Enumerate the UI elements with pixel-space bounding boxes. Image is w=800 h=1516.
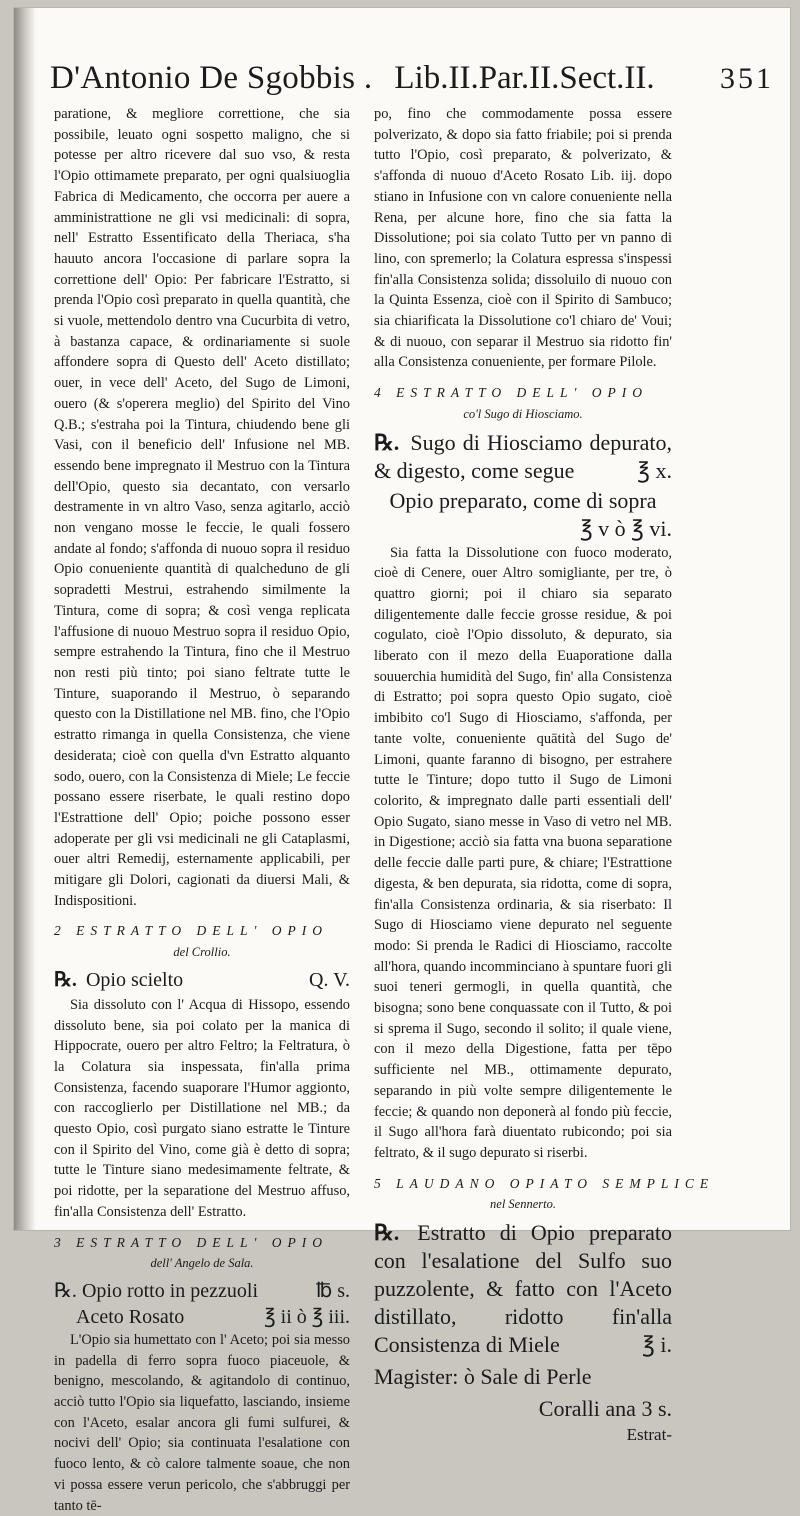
running-header xyxy=(50,60,774,97)
recipe-dose: ℥ i. xyxy=(642,1332,672,1358)
section-2-recipe xyxy=(54,967,350,993)
recipe-item: Sugo di Hiosciamo depurato, & digesto, come segue xyxy=(374,429,672,483)
section-2-subtitle: del Crollio. xyxy=(173,945,231,960)
page-number: 351 xyxy=(720,62,774,95)
section-4-recipe-line-2 xyxy=(374,487,672,515)
recipe-mark: ℞. xyxy=(374,1220,400,1246)
section-3-title: 3 ESTRATTO DELL' OPIO xyxy=(54,1234,329,1250)
recipe-dose: ℥ ii ò ℥ iii. xyxy=(264,1305,350,1328)
recipe-dose: 3 s. xyxy=(641,1396,672,1422)
running-head-section: Lib.II.Par.II.Sect.II. xyxy=(394,60,655,96)
left-column xyxy=(54,104,350,1514)
recipe-mark: ℞. xyxy=(374,429,400,455)
book-page xyxy=(14,8,790,1514)
section-5-recipe-line-3 xyxy=(374,1395,672,1423)
recipe-dose: Q. V. xyxy=(309,968,350,991)
recipe-mark: ℞. xyxy=(54,968,77,991)
section-3-recipe-line-1 xyxy=(54,1278,350,1304)
section-2-title: 2 ESTRATTO DELL' OPIO xyxy=(54,923,329,939)
recipe-item: Aceto Rosato xyxy=(76,1305,185,1328)
section-3-subtitle: dell' Angelo de Sala. xyxy=(150,1256,254,1271)
recipe-item: Opio scielto xyxy=(85,968,184,991)
section-5-title: 5 LAUDANO OPIATO SEMPLICE xyxy=(374,1175,715,1191)
section-5-recipe-line-1 xyxy=(374,1219,672,1359)
section-4-subtitle: co'l Sugo di Hiosciamo. xyxy=(463,406,583,421)
section-5-recipe-line-2 xyxy=(374,1363,672,1391)
section-2-text: Sia dissoluto con l' Acqua di Hissopo, essendo dissoluto bene, sia poi colato per la manica di Hippocrate, ouero per altro Feltro; la Feltratura, ò la Colatura sia inspessata, fin'alla prima Consistenza, facendo suaporare l'Humor aggionto, con raccoglierlo per Distillatione nel MB.; da questo Opio, così purgato siano estratte le Tinture con il Spirito del Vino, come già è detto di sopra; tutte le Tinture siano medesimamente feltrate, & poi ridotte, per la separatione del Mestruo affuso, fin'alla Consistenza dell' Estratto. xyxy=(54,996,350,1220)
running-head-author: D'Antonio De Sgobbis . xyxy=(50,60,373,96)
section-4-recipe-line-1 xyxy=(374,429,672,485)
binding-gutter xyxy=(14,8,36,1230)
section-4-text: Sia fatta la Dissolutione con fuoco moderato, cioè di Cenere, ouer Altro somigliante, per tre, ò quattro giorni; poi il chiaro sia separato diligentemente dalle feccie grosse residue, & poi cogulato, cioè l'Opio dissoluto, & depurato, sia liberato con il mezo della Euaporatione dalla souuerchia humidità del Sugo, fin' alla Consistenza di Estratto; poi sopra questo Opio sugato, cioè imbibito co'l Sugo di Hiosciamo, s'affonda, per tante volte, conueniente quātità del Sugo de' Limoni, quante faranno di bisogno, per estrahere tutte le Tinture; dopo tutto il Sugo de Limoni colorito, & impregnato dalle parti essentiali dell' Opio Sugato, siano messe in Vaso di vetro nel MB. in Digestione; acciò sia fatta vna buona separatione delle feccie dalle parti pure, & chiare; l'Estrattione digesta, & ben depurata, sia ridotta, come di sopra, fin'alla Consistenza ordinaria, & sia riserbato: Il Sugo di Hiosciamo viene depurato nel seguente modo: Si prenda le Radici di Hiosciamo, raccolte all'hora, quando incomminciano à spuntare fuori gli suoi teneri germogli, in quella quantità, che bisogna; sono bene conquassate con il Tutto, & poi si sprema il Sugo, secondo il solito; il quale viene, con il mezo della Digestione, fatta per tēpo sufficiente nel MB., ottimamente depurato, separando in più volte sempre diligentemente le feccie; & quando non deponerà al fondo più feccie, il Sugo all'hora farà diuentato rubicondo; poi sia feltrato, & il sugo depurato si riserbi. xyxy=(374,544,672,1161)
recipe-dose: ℔ s. xyxy=(315,1279,350,1302)
recipe-item: Opio preparato, come di sopra xyxy=(389,487,657,513)
recipe-dose: ℥ x. xyxy=(637,457,672,483)
recipe-mark: ℞. xyxy=(54,1279,77,1302)
section-3-text: L'Opio sia humettato con l' Aceto; poi sia messo in padella di ferro sopra fuoco piaceuole, & benigno, mescolando, & agitandolo di continuo, acciò tutto l'Opio sia liquefatto, lasciando, insieme con l'Aceto, esalar ancora gli fumi sulfurei, & nocivi dell' Opio; sia continuata l'esalatione con fuoco lento, & cò calore talmente soaue, che non vi possa essere verun pericolo, che s'abbruggi per tanto tē- xyxy=(54,1331,350,1514)
right-intro-paragraph: po, fino che commodamente possa essere polverizato, & dopo sia fatto friabile; poi si prenda tutto l'Opio, così preparato, & polverizato, & s'affonda di nuouo d'Aceto Rosato Lib. iij. dopo stiano in Infusione con vn calore conueniente nella Rena, per alcune hore, fino che sia fatta la Dissolutione; poi sia colato Tutto per vn panno di lino, con spremerlo; la Colatura espressa s'inspessi fin'alla Consistenza solida; dissoluilo di nuouo con la Quinta Essenza, cioè con il Spirito di Sambuco; sia chiarificata la Dissolutione co'l chiaro de' Voui; & di nuouo, con separar il Mestruo sia ridotto fin' alla Consistenza conueniente, per formare Pilole. xyxy=(374,106,672,371)
section-4-title: 4 ESTRATTO DELL' OPIO xyxy=(374,385,649,401)
right-column xyxy=(374,104,715,1445)
catchword: Estrat- xyxy=(626,1425,672,1445)
left-intro-paragraph: paratione, & megliore correttione, che sia possibile, leuato ogni sospetto maligno, che si potesse per altro ricevere dal suo vso, & resta l'Opio ottimamete preparato, per ogni qualsiuoglia Fabrica di Medicamento, che occorra per auere a amministrattione ne gli vsi medicinali: di sopra, nell' Estratto Essentificato della Theriaca, s'ha hauuto ancora l'occasione di parlare sopra la correttione dell' Opio: Per fabricare l'Estratto, si prenda l'Opio così preparato in quella quantità, che si vuole, mettendolo dentro vna Cucurbita di vetro, à bastanza capace, & ordinariamente si suole affondere sopra di Questo dell' Aceto distillato; ouer, in vece dell' Aceto, del Sugo de Limoni, ouero (& s'operera meglio) del Spirito del Vino Q.B.; s'estrahа poi la Tintura, chiudendo bene gli Vasi, con il beneficio dell' Infusione nel MB. essendo bene impregnato il Mestruo con la Tintura dell'Opio, questo sia decantato, con versarlo destramente in vn altro Vaso, senza agitarlo, acciò non vengano mosse le feccie, le quali fossero andate al fondo; s'affonda di nuouo sopra il residuo Opio conueniente quantità di qualcheduno de gli sopradetti Mestrui, estrahendo similmente la Tintura, come di sopra; & così venga replicata l'affusione di nuouo Mestruo sopra il residuo Opio, sempre estrahendo la Tintura, fino che il Mestruo non resti più tinto; poi siano feltrate tutte le Tinture, suaporando il Mestruo, ò separando questo con la Distillatione nel MB. fino, che l'Opio estratto rimanga in quella Consistenza, che viene desiderata; cioè con quella d'vn Estratto alquanto sodo, ouero, con la Consistenza di Miele; Le feccie possano essere riserbate, le quali restino dopo l'Estrattione dell' Opio; poiche possono esser adoperate per gli vsi medicinali ne gli Cataplasmi, ouer altri Remedij, esternamente applicabili, per mitigare gli Dolori, cagionati da diuersi Mali, & Indispositioni. xyxy=(54,106,350,909)
recipe-item: Estratto di Opio preparato con l'esalatione del Sulfo suo puzzolente, & fatto con l'Aceto distillato, ridotto fin'alla Consistenza di Miele xyxy=(374,1220,672,1358)
recipe-item: Coralli ana xyxy=(538,1396,636,1422)
section-3-recipe-line-2 xyxy=(54,1304,350,1330)
recipe-item: Opio rotto in pezzuoli xyxy=(81,1279,259,1302)
section-4-recipe-dose-2: ℥ v ò ℥ vi. xyxy=(579,515,672,541)
section-5-subtitle: nel Sennerto. xyxy=(490,1197,556,1212)
recipe-item: Magister: ò Sale di Perle xyxy=(374,1364,592,1390)
